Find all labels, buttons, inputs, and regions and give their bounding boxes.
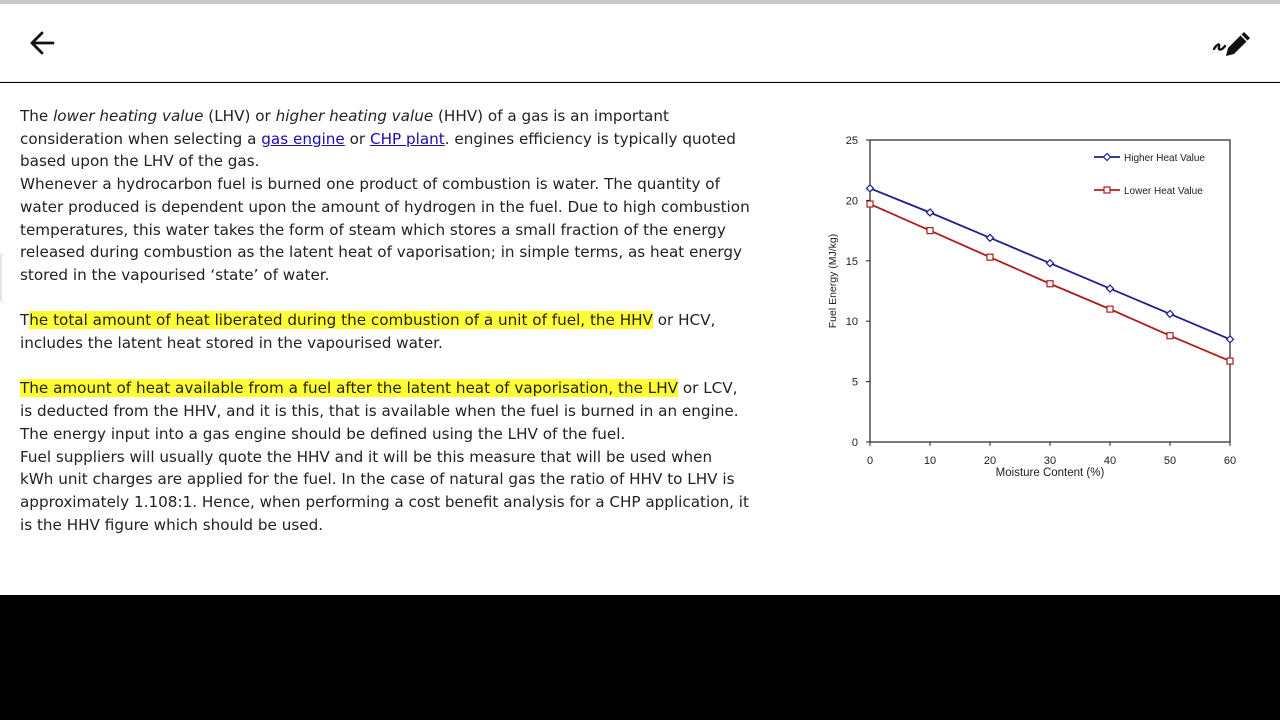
text-run: or bbox=[344, 129, 370, 148]
data-point-lhv bbox=[987, 254, 993, 260]
text-run: (LHV) or bbox=[203, 107, 276, 125]
y-tick-label: 10 bbox=[845, 316, 858, 329]
paragraph-gap bbox=[20, 355, 750, 378]
app-bar bbox=[0, 4, 1280, 82]
x-tick-label: 20 bbox=[983, 455, 997, 467]
text-run: or LCV, is deducted from the HHV, and it is this, that is available when the fuel is burned in an engine. bbox=[20, 379, 739, 421]
data-point-lhv bbox=[867, 201, 873, 207]
paragraph-lhv-definition bbox=[20, 377, 750, 422]
article-text bbox=[20, 105, 750, 536]
text-run: The bbox=[20, 107, 54, 125]
scroll-edge-indicator bbox=[0, 253, 8, 303]
edit-button[interactable] bbox=[1210, 26, 1254, 60]
legend-label: Lower Heat Value bbox=[1124, 186, 1203, 197]
article-view bbox=[0, 83, 1280, 595]
data-point-lhv bbox=[1227, 358, 1233, 364]
link-gas-engine[interactable]: gas engine bbox=[261, 129, 345, 148]
back-button[interactable] bbox=[22, 26, 62, 60]
y-tick-label: 15 bbox=[845, 255, 858, 268]
y-tick-label: 20 bbox=[845, 195, 858, 208]
y-tick-label: 5 bbox=[851, 376, 858, 389]
highlighted-text: he total amount of heat liberated during the combustion of a unit of fuel, the HHV bbox=[29, 311, 653, 330]
data-point-lhv bbox=[1107, 306, 1113, 312]
legend-marker bbox=[1104, 187, 1110, 193]
italic-term: higher heating value bbox=[275, 107, 434, 125]
paragraph-lhv-hhv-intro bbox=[20, 105, 750, 173]
x-tick-label: 30 bbox=[1043, 455, 1057, 467]
data-point-lhv bbox=[1047, 281, 1053, 287]
paragraph-energy-input: The energy input into a gas engine should be defined using the LHV of the fuel. bbox=[20, 424, 626, 443]
legend-label: Higher Heat Value bbox=[1124, 153, 1205, 164]
y-tick-label: 0 bbox=[851, 437, 858, 449]
paragraph-gap bbox=[20, 287, 750, 310]
arrow-left-icon bbox=[27, 28, 57, 58]
text-run: (HHV) of a gas is an important consideration when selecting a bbox=[20, 107, 669, 148]
x-axis-label: Moisture Content (%) bbox=[995, 467, 1105, 479]
paragraph-fuel-suppliers: Fuel suppliers will usually quote the HHV and it will be this measure that will be used when kWh unit charges are applied for the fuel. In the case of natural gas the ratio of HHV to LHV is approximately 1.108:1. Hence, when performing a cost benefit analysis for a CHP application, it is the HHV figure which should be used. bbox=[20, 447, 749, 534]
highlighted-text: The amount of heat available from a fuel after the latent heat of vaporisation, the LHV bbox=[20, 379, 679, 398]
link-chp-plant[interactable]: CHP plant bbox=[369, 129, 445, 148]
text-run: or HCV, includes the latent heat stored in the vapourised water. bbox=[20, 311, 716, 353]
paragraph-combustion-water: Whenever a hydrocarbon fuel is burned one product of combustion is water. The quantity of water produced is dependent upon the amount of hydrogen in the fuel. Due to high combustion temperatures, this water takes the form of steam which stores a small fraction of the energy released during combustion as the latent heat of vaporisation; in simple terms, as heat energy stored in the vapourised ‘state’ of water. bbox=[20, 175, 750, 284]
paragraph-hhv-definition bbox=[20, 309, 750, 354]
fuel-energy-chart bbox=[820, 128, 1250, 488]
data-point-lhv bbox=[1167, 333, 1173, 339]
x-tick-label: 60 bbox=[1223, 455, 1237, 467]
y-tick-label: 25 bbox=[845, 135, 858, 147]
y-axis-label: Fuel Energy (MJ/kg) bbox=[827, 233, 839, 329]
x-tick-label: 0 bbox=[866, 455, 874, 467]
x-tick-label: 50 bbox=[1163, 455, 1177, 467]
data-point-lhv bbox=[927, 228, 933, 234]
text-run: . engines efficiency is typically quoted based upon the LHV of the gas. bbox=[20, 129, 736, 171]
italic-term: lower heating value bbox=[53, 107, 204, 125]
pencil-edit-icon bbox=[1211, 28, 1253, 58]
x-tick-label: 10 bbox=[923, 455, 937, 467]
text-run: T bbox=[20, 311, 30, 330]
x-tick-label: 40 bbox=[1103, 455, 1117, 467]
bottom-letterbox bbox=[0, 595, 1280, 720]
